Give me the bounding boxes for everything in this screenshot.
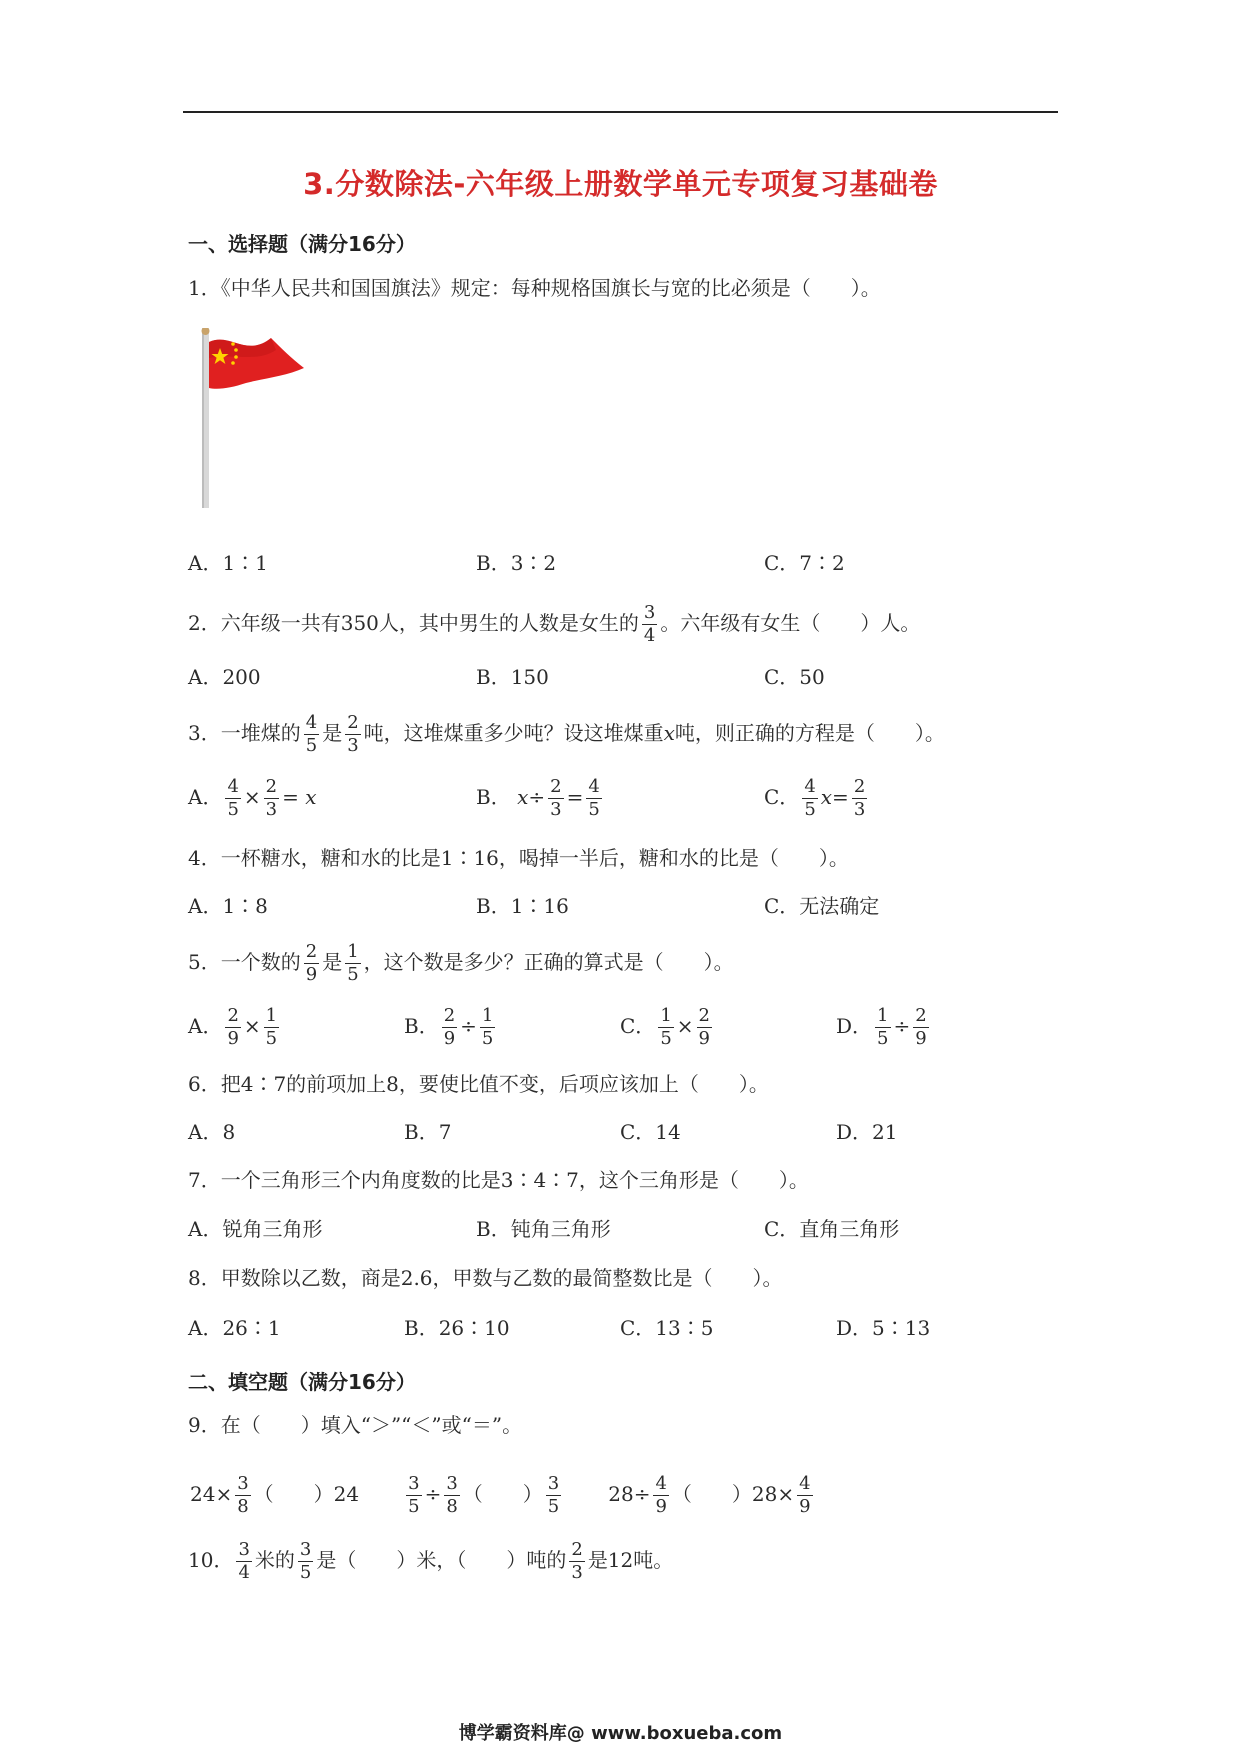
question-8: 8．甲数除以乙数，商是2.6，甲数与乙数的最简整数比是（ ）。 [188,1266,783,1290]
q2-option-b[interactable]: B．150 [476,665,549,689]
header-rule [183,111,1058,113]
q1-option-b[interactable]: B．3∶2 [476,551,557,575]
flag-image [196,328,306,508]
question-1: 1．《中华人民共和国国旗法》规定：每种规格国旗长与宽的比必须是（ ）。 [188,276,881,300]
question-9: 9．在（ ）填入“＞”“＜”或“＝”。 [188,1413,523,1437]
q8-option-c[interactable]: C．13∶5 [620,1316,714,1340]
q7-option-b[interactable]: B．钝角三角形 [476,1217,611,1241]
question-10: 10． $\frac{3}{4}$ 米的 $\frac{3}{5}$ 是（ ）米，（ ）吨的 $\frac{2}{3}$ 是12吨。 [188,1539,674,1583]
q3-option-a[interactable]: A． $\frac{4}{5}$ × $\frac{2}{3}$ = x [188,776,317,820]
q8-option-b[interactable]: B．26∶10 [404,1316,510,1340]
q6-option-c[interactable]: C．14 [620,1120,681,1144]
q4-option-a[interactable]: A．1∶8 [188,894,268,918]
q1-option-a[interactable]: A．1∶1 [188,551,268,575]
q5-option-c[interactable]: C． $\frac{1}{5}$ × $\frac{2}{9}$ [620,1005,710,1049]
question-7: 7．一个三角形三个内角度数的比是3∶4∶7，这个三角形是（ ）。 [188,1168,809,1192]
q2-option-c[interactable]: C．50 [764,665,825,689]
page-title: 3.分数除法-六年级上册数学单元专项复习基础卷 [303,167,938,201]
q5-option-b[interactable]: B． $\frac{2}{9}$ ÷ $\frac{1}{5}$ [404,1005,494,1049]
q8-option-a[interactable]: A．26∶1 [188,1316,281,1340]
q5-option-d[interactable]: D． $\frac{1}{5}$ ÷ $\frac{2}{9}$ [836,1005,927,1049]
question-5: 5．一个数的 $\frac{2}{9}$ 是 $\frac{1}{5}$ ，这个数是多少？正确的算式是（ ）。 [188,941,734,985]
q6-option-a[interactable]: A．8 [188,1120,236,1144]
q7-option-c[interactable]: C．直角三角形 [764,1217,900,1241]
q3-option-b[interactable]: B． x÷ $\frac{2}{3}$ = $\frac{4}{5}$ [476,776,600,820]
question-4: 4．一杯糖水，糖和水的比是1∶16，喝掉一半后，糖和水的比是（ ）。 [188,846,849,870]
question-6: 6．把4∶7的前项加上8，要使比值不变，后项应该加上（ ）。 [188,1072,769,1096]
q1-option-c[interactable]: C．7∶2 [764,551,845,575]
q2-option-a[interactable]: A．200 [188,665,261,689]
q6-option-b[interactable]: B．7 [404,1120,452,1144]
q4-option-b[interactable]: B．1∶16 [476,894,569,918]
q5-option-a[interactable]: A． $\frac{2}{9}$ × $\frac{1}{5}$ [188,1005,278,1049]
footer-watermark: 博学霸资料库@ www.boxueba.com [458,1723,783,1744]
question-3: 3．一堆煤的 $\frac{4}{5}$ 是 $\frac{2}{3}$ 吨，这堆煤重多少吨？设这堆煤重x吨，则正确的方程是（ ）。 [188,712,945,756]
q3-option-c[interactable]: C． $\frac{4}{5}$ x= $\frac{2}{3}$ [764,776,866,820]
q9-expressions: 24× $\frac{3}{8}$ （ ）24 $\frac{3}{5}$ ÷ $\frac{3}{8}$ （ ） $\frac{3}{5}$ 28÷ $\frac{4}{9}$ （ ）28× $\frac{4}{9}$ [190,1473,811,1517]
q4-option-c[interactable]: C．无法确定 [764,894,880,918]
question-2: 2．六年级一共有350人，其中男生的人数是女生的 $\frac{3}{4}$ 。六年级有女生（ ）人。 [188,602,921,646]
q8-option-d[interactable]: D．5∶13 [836,1316,931,1340]
q6-option-d[interactable]: D．21 [836,1120,898,1144]
q7-option-a[interactable]: A．锐角三角形 [188,1217,323,1241]
section-heading-fill: 二、填空题（满分16分） [188,1370,416,1394]
section-heading-choice: 一、选择题（满分16分） [188,232,416,256]
